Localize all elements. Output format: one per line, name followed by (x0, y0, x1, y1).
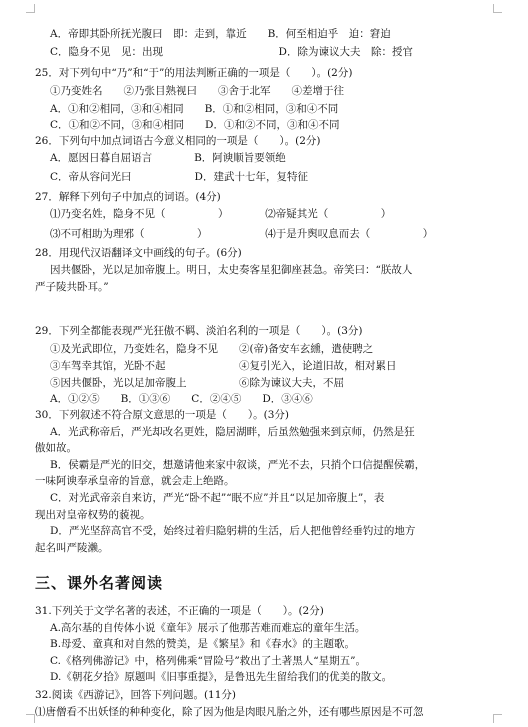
q31-option-d: D.《朝花夕拾》原题叫《旧事重提》，是鲁迅先生留给我们的优美的散文。 (50, 671, 393, 683)
q25-stem: 25．对下列句中“乃”和“于”的用法判断正确的一项是（ ）。(2分) (35, 67, 353, 79)
q27-stem: 27．解释下列句子中加点的词语。(4分) (35, 191, 221, 203)
q28-passage-line-1: 因共偃卧，光以足加帝腹上。明日，太史奏客星犯御座甚急。帝笑曰：“朕故人 (50, 264, 413, 276)
q32-stem: 32.阅读《西游记》，回答下列问题。(11分) (35, 689, 237, 701)
q31-option-a: A.高尔基的自传体小说《童年》展示了他那苦难而难忘的童年生活。 (50, 622, 366, 634)
section-heading: 三、课外名著阅读 (35, 574, 164, 592)
q27-items-3-4: ⑶不可相助为理邪（ ） ⑷于是升舆叹息而去（ ） (50, 228, 434, 240)
q30-option-b-line-2: 一味阿谀奉承皇帝的旨意，就会走上绝路。 (35, 475, 235, 487)
q25-options-cd: C．①和②不同，③和④相同 D．①和②不同，③和④不同 (50, 119, 340, 131)
q30-option-c-line-2: 现出对皇帝权势的藐视。 (35, 509, 151, 521)
q30-option-b-line-1: B．侯霸是严光的旧交，想邀请他来家中叙谈，严光不去，只捎个口信提醒侯霸， (50, 459, 426, 471)
q29-stem: 29．下列全都能表现严光狂傲不羁、淡泊名利的一项是（ ）。(3分) (35, 325, 363, 337)
q30-option-a-line-2: 傲如故。 (35, 442, 77, 454)
crop-mark-top-left (26, 4, 35, 13)
q25-options-ab: A．①和②相同，③和④相同 B．①和②相同，③和④不同 (50, 103, 339, 115)
q30-option-a-line-1: A．光武称帝后，严光却改名更姓，隐居湖畔，后虽然勉强来到京师，仍然是狂 (50, 426, 415, 438)
crop-mark-bottom-left (26, 714, 35, 723)
q31-option-b: B.母爱、童真和对自然的赞美，是《繁星》和《春水》的主题歌。 (50, 638, 356, 650)
q26-options-ab: A．愿因日暮自屈语言 B．阿谀顺旨要领绝 (50, 152, 286, 164)
q30-option-d-line-1: D．严光坚辞高官不受，始终过着归隐躬耕的生活，后人把他曾经垂钓过的地方 (50, 525, 416, 537)
q31-stem: 31.下列关于文学名著的表述，不正确的一项是（ ）。(2分) (35, 605, 324, 617)
crop-mark-top-right (493, 4, 502, 13)
q28-stem: 28．用现代汉语翻译文中画线的句子。(6分) (35, 247, 242, 259)
q30-option-c-line-1: C．对光武帝亲自来访，严光“卧不起”“眠不应”并且“以足加帝腹上”，表 (50, 492, 385, 504)
q32-sub-question-1: ⑴唐僧看不出妖怪的种种变化，除了因为他是肉眼凡胎之外，还有哪些原因是不可忽 (35, 706, 424, 718)
q29-items-5-6: ⑤因共偃卧，光以足加帝腹上 ⑥除为谏议大夫，不屈 (50, 377, 344, 389)
crop-mark-bottom-right (493, 714, 502, 723)
q29-items-3-4: ③车驾幸其馆，光卧不起 ④复引光入，论道旧故，相对累日 (50, 360, 397, 372)
q28-passage-line-2: 严子陵共卧耳。” (35, 281, 109, 293)
q24-option-c-d: C．隐身不见 见：出现 D．除为谏议大夫 除：授官 (50, 46, 413, 58)
q29-options: A．①②⑤ B．①③⑥ C．②④⑤ D．③④⑥ (50, 393, 313, 405)
q25-items: ①乃变姓名 ②乃张目熟视曰 ③舍于北军 ④差增于往 (50, 85, 344, 97)
q30-stem: 30．下列叙述不符合原文意思的一项是（ ）。(3分) (35, 409, 289, 421)
q27-items-1-2: ⑴乃变名姓，隐身不见（ ） ⑵帝疑其光（ ） (50, 208, 392, 220)
q30-option-d-line-2: 起名叫严陵濑。 (35, 542, 109, 554)
q31-option-c: C.《格列佛游记》中，格列佛乘“冒险号”救出了土著黑人“星期五”。 (50, 655, 366, 667)
q29-items-1-2: ①及光武即位，乃变姓名，隐身不见 ②(帝)备安车玄纁，遣使聘之 (50, 343, 374, 355)
q24-option-a-b: A．帝即其卧所抚光腹曰 即：走到，靠近 B．何至相迫乎 迫：窘迫 (50, 28, 391, 40)
q26-options-cd: C．帝从容问光曰 D．建武十七年，复特征 (50, 171, 308, 183)
q26-stem: 26．下列句中加点词语古今意义相同的一项是（ ）。(2分) (35, 135, 321, 147)
